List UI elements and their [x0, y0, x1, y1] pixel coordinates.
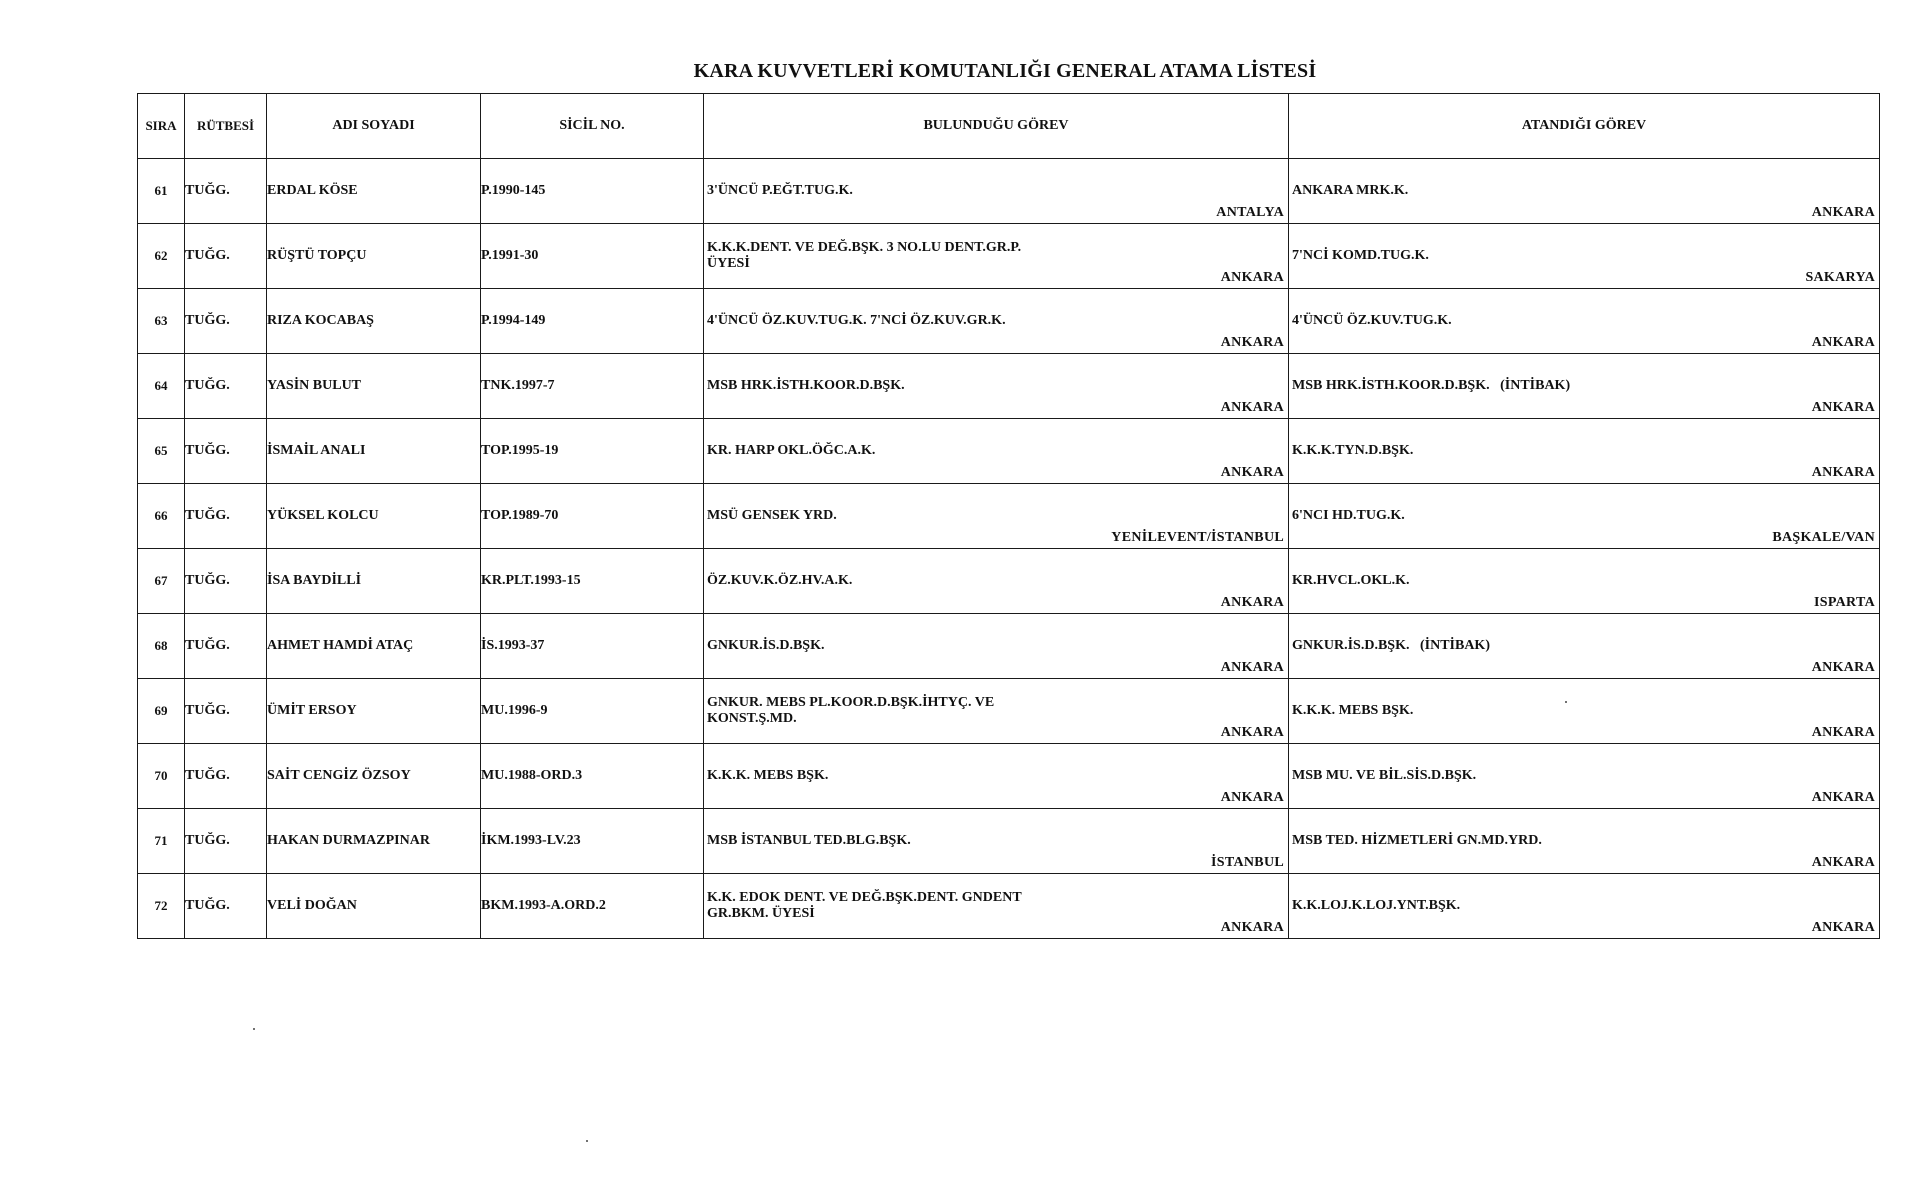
cell-adi-soyadi: İSA BAYDİLLİ: [267, 549, 481, 614]
cell-sicil-no: İKM.1993-LV.23: [481, 809, 704, 874]
duty-text: K.K.K.TYN.D.BŞK.: [1292, 443, 1414, 458]
cell-sicil-no: MU.1988-ORD.3: [481, 744, 704, 809]
header-sira: SIRA: [138, 94, 185, 159]
duty-location: YENİLEVENT/İSTANBUL: [1111, 530, 1284, 545]
cell-sira: 64: [138, 354, 185, 419]
cell-bulundugu-gorev: [704, 809, 1289, 874]
cell-sicil-no: TOP.1995-19: [481, 419, 704, 484]
cell-sira: 71: [138, 809, 185, 874]
cell-sira: 70: [138, 744, 185, 809]
cell-sicil-no: MU.1996-9: [481, 679, 704, 744]
cell-adi-soyadi: AHMET HAMDİ ATAÇ: [267, 614, 481, 679]
table-row: [138, 549, 1880, 614]
cell-bulundugu-gorev: [704, 874, 1289, 939]
duty-text: 4'ÜNCÜ ÖZ.KUV.TUG.K.: [1292, 313, 1452, 328]
duty-text: MSB HRK.İSTH.KOOR.D.BŞK. (İNTİBAK): [1292, 378, 1571, 393]
duty-text: MSB MU. VE BİL.SİS.D.BŞK.: [1292, 768, 1477, 783]
cell-sira: 61: [138, 159, 185, 224]
header-atandigi-gorev: ATANDIĞI GÖREV: [1289, 94, 1880, 159]
cell-sira: 62: [138, 224, 185, 289]
header-sicil-no: SİCİL NO.: [481, 94, 704, 159]
duty-text: KR. HARP OKL.ÖĞC.A.K.: [707, 443, 876, 458]
cell-atandigi-gorev: [1289, 744, 1880, 809]
duty-location: ANKARA: [1220, 595, 1284, 610]
cell-sira: 66: [138, 484, 185, 549]
cell-adi-soyadi: YASİN BULUT: [267, 354, 481, 419]
cell-bulundugu-gorev: [704, 159, 1289, 224]
scan-speck: [586, 1140, 588, 1142]
table-row: [138, 809, 1880, 874]
cell-bulundugu-gorev: [704, 354, 1289, 419]
cell-rutbe: TUĞG.: [185, 419, 267, 484]
cell-rutbe: TUĞG.: [185, 874, 267, 939]
table-row: [138, 419, 1880, 484]
duty-text: 6'NCI HD.TUG.K.: [1292, 508, 1405, 523]
header-rutbe: RÜTBESİ: [185, 94, 267, 159]
duty-location: ANKARA: [1811, 400, 1875, 415]
duty-text: 7'NCİ KOMD.TUG.K.: [1292, 248, 1429, 263]
duty-location: ANKARA: [1811, 920, 1875, 935]
table-header-row: [138, 94, 1880, 159]
cell-atandigi-gorev: [1289, 224, 1880, 289]
duty-text: MSB TED. HİZMETLERİ GN.MD.YRD.: [1292, 833, 1542, 848]
cell-atandigi-gorev: [1289, 809, 1880, 874]
table-row: [138, 484, 1880, 549]
table-row: [138, 354, 1880, 419]
cell-adi-soyadi: SAİT CENGİZ ÖZSOY: [267, 744, 481, 809]
duty-text: GNKUR. MEBS PL.KOOR.D.BŞK.İHTYÇ. VE KONST.Ş.MD.: [707, 695, 998, 726]
duty-text: 4'ÜNCÜ ÖZ.KUV.TUG.K. 7'NCİ ÖZ.KUV.GR.K.: [707, 313, 1006, 328]
table-row: [138, 614, 1880, 679]
cell-bulundugu-gorev: [704, 614, 1289, 679]
cell-sira: 72: [138, 874, 185, 939]
cell-adi-soyadi: İSMAİL ANALI: [267, 419, 481, 484]
cell-adi-soyadi: YÜKSEL KOLCU: [267, 484, 481, 549]
cell-sicil-no: BKM.1993-A.ORD.2: [481, 874, 704, 939]
cell-adi-soyadi: ERDAL KÖSE: [267, 159, 481, 224]
cell-adi-soyadi: ÜMİT ERSOY: [267, 679, 481, 744]
duty-text: K.K.LOJ.K.LOJ.YNT.BŞK.: [1292, 898, 1461, 913]
duty-location: ANKARA: [1220, 790, 1284, 805]
cell-bulundugu-gorev: [704, 679, 1289, 744]
cell-atandigi-gorev: [1289, 549, 1880, 614]
duty-text: ÖZ.KUV.K.ÖZ.HV.A.K.: [707, 573, 853, 588]
cell-rutbe: TUĞG.: [185, 354, 267, 419]
table-row: [138, 159, 1880, 224]
assignment-table: [137, 93, 1880, 939]
cell-sira: 69: [138, 679, 185, 744]
duty-location: ANKARA: [1220, 660, 1284, 675]
cell-atandigi-gorev: [1289, 614, 1880, 679]
cell-sicil-no: KR.PLT.1993-15: [481, 549, 704, 614]
cell-bulundugu-gorev: [704, 484, 1289, 549]
cell-rutbe: TUĞG.: [185, 809, 267, 874]
duty-location: ANKARA: [1220, 465, 1284, 480]
duty-location: ANTALYA: [1216, 205, 1284, 220]
cell-adi-soyadi: HAKAN DURMAZPINAR: [267, 809, 481, 874]
duty-location: ANKARA: [1811, 790, 1875, 805]
cell-sicil-no: P.1994-149: [481, 289, 704, 354]
cell-atandigi-gorev: [1289, 874, 1880, 939]
header-bulundugu-gorev: BULUNDUĞU GÖREV: [704, 94, 1289, 159]
cell-bulundugu-gorev: [704, 744, 1289, 809]
cell-rutbe: TUĞG.: [185, 614, 267, 679]
cell-adi-soyadi: RIZA KOCABAŞ: [267, 289, 481, 354]
duty-location: ANKARA: [1811, 855, 1875, 870]
table-body: [138, 159, 1880, 939]
duty-location: ISPARTA: [1814, 595, 1875, 610]
cell-atandigi-gorev: [1289, 419, 1880, 484]
duty-location: BAŞKALE/VAN: [1772, 530, 1875, 545]
duty-text: MSÜ GENSEK YRD.: [707, 508, 837, 523]
cell-adi-soyadi: VELİ DOĞAN: [267, 874, 481, 939]
cell-rutbe: TUĞG.: [185, 679, 267, 744]
duty-location: SAKARYA: [1805, 270, 1875, 285]
table-row: [138, 289, 1880, 354]
duty-location: ANKARA: [1811, 660, 1875, 675]
header-adi-soyadi: ADI SOYADI: [267, 94, 481, 159]
page-title: KARA KUVVETLERİ KOMUTANLIĞI GENERAL ATAMA LİSTESİ: [693, 60, 1317, 82]
cell-sicil-no: P.1990-145: [481, 159, 704, 224]
table-row: [138, 679, 1880, 744]
cell-atandigi-gorev: [1289, 289, 1880, 354]
cell-atandigi-gorev: [1289, 679, 1880, 744]
cell-sicil-no: İS.1993-37: [481, 614, 704, 679]
cell-sira: 67: [138, 549, 185, 614]
cell-adi-soyadi: RÜŞTÜ TOPÇU: [267, 224, 481, 289]
duty-text: GNKUR.İS.D.BŞK.: [707, 638, 825, 653]
duty-location: ANKARA: [1811, 465, 1875, 480]
duty-text: 3'ÜNCÜ P.EĞT.TUG.K.: [707, 183, 853, 198]
cell-rutbe: TUĞG.: [185, 744, 267, 809]
duty-location: ANKARA: [1220, 400, 1284, 415]
cell-rutbe: TUĞG.: [185, 224, 267, 289]
duty-location: ANKARA: [1220, 270, 1284, 285]
duty-text: K.K.K. MEBS BŞK.: [1292, 703, 1414, 718]
cell-atandigi-gorev: [1289, 354, 1880, 419]
cell-bulundugu-gorev: [704, 419, 1289, 484]
cell-sira: 68: [138, 614, 185, 679]
duty-location: ANKARA: [1811, 205, 1875, 220]
duty-text: K.K. EDOK DENT. VE DEĞ.BŞK.DENT. GNDENT GR.BKM. ÜYESİ: [707, 890, 1025, 921]
table-row: [138, 874, 1880, 939]
cell-rutbe: TUĞG.: [185, 549, 267, 614]
duty-text: ANKARA MRK.K.: [1292, 183, 1409, 198]
duty-location: ANKARA: [1220, 725, 1284, 740]
cell-rutbe: TUĞG.: [185, 159, 267, 224]
cell-sira: 63: [138, 289, 185, 354]
scan-speck: [1565, 701, 1567, 703]
table-row: [138, 744, 1880, 809]
cell-rutbe: TUĞG.: [185, 289, 267, 354]
duty-text: K.K.K. MEBS BŞK.: [707, 768, 829, 783]
duty-text: KR.HVCL.OKL.K.: [1292, 573, 1410, 588]
duty-text: GNKUR.İS.D.BŞK. (İNTİBAK): [1292, 638, 1490, 653]
duty-text: MSB HRK.İSTH.KOOR.D.BŞK.: [707, 378, 905, 393]
cell-atandigi-gorev: [1289, 484, 1880, 549]
duty-text: K.K.K.DENT. VE DEĞ.BŞK. 3 NO.LU DENT.GR.P. ÜYESİ: [707, 240, 1025, 271]
duty-location: ANKARA: [1811, 725, 1875, 740]
cell-sicil-no: TOP.1989-70: [481, 484, 704, 549]
cell-bulundugu-gorev: [704, 289, 1289, 354]
scan-speck: [253, 1028, 255, 1030]
cell-bulundugu-gorev: [704, 224, 1289, 289]
duty-location: ANKARA: [1811, 335, 1875, 350]
cell-sicil-no: TNK.1997-7: [481, 354, 704, 419]
cell-bulundugu-gorev: [704, 549, 1289, 614]
table-row: [138, 224, 1880, 289]
cell-sicil-no: P.1991-30: [481, 224, 704, 289]
cell-atandigi-gorev: [1289, 159, 1880, 224]
cell-rutbe: TUĞG.: [185, 484, 267, 549]
duty-text: MSB İSTANBUL TED.BLG.BŞK.: [707, 833, 911, 848]
duty-location: İSTANBUL: [1211, 855, 1284, 870]
duty-location: ANKARA: [1220, 920, 1284, 935]
cell-sira: 65: [138, 419, 185, 484]
duty-location: ANKARA: [1220, 335, 1284, 350]
